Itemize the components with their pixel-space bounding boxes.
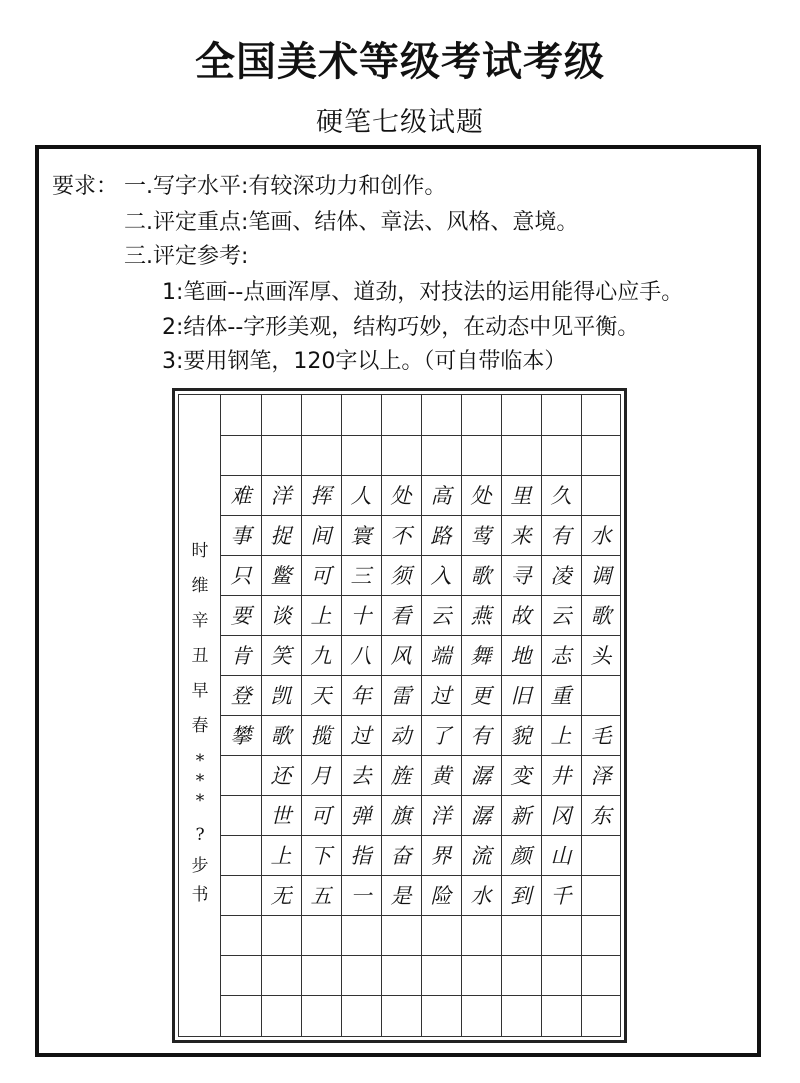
- grid-char: 路: [430, 524, 452, 548]
- requirement-line-2: 二.评定重点:笔画、结体、章法、风格、意境。: [124, 210, 579, 235]
- grid-char: 险: [430, 884, 452, 908]
- grid-char: 上: [270, 844, 292, 868]
- grid-char: 颜: [510, 844, 532, 868]
- requirement-line-1: 一.写字水平:有较深功力和创作。: [124, 174, 447, 199]
- grid-char: 了: [430, 724, 452, 748]
- grid-char: 井: [550, 764, 572, 788]
- grid-char: 洋: [430, 804, 452, 828]
- grid-char: 东: [590, 804, 612, 828]
- grid-char: 弹: [350, 804, 372, 828]
- grid-char: 潺: [470, 764, 492, 788]
- grid-char: 云: [430, 604, 452, 628]
- signature-column: [179, 395, 221, 1036]
- grid-char: 洋: [270, 484, 292, 508]
- grid-char: 事: [230, 524, 252, 548]
- grid-char: 冈: [550, 804, 572, 828]
- grid-char: 是: [390, 884, 412, 908]
- grid-char: 千: [550, 884, 572, 908]
- criterion-2: 2:结体--字形美观，结构巧妙，在动态中见平衡。: [162, 315, 640, 340]
- grid-char: 寻: [510, 564, 532, 588]
- grid-char: 处: [470, 484, 492, 508]
- grid-char: 难: [230, 484, 252, 508]
- signature-char: 丑: [191, 646, 209, 666]
- grid-char: 月: [310, 764, 332, 788]
- grid-char: 凯: [270, 684, 292, 708]
- signature-char: 早: [191, 681, 209, 701]
- grid-char: 有: [470, 724, 492, 748]
- grid-char: 奋: [390, 844, 412, 868]
- grid-line: [221, 435, 621, 436]
- grid-char: 云: [550, 604, 572, 628]
- grid-char: 鳖: [270, 564, 292, 588]
- signature-char: 维: [191, 576, 209, 596]
- grid-char: 挥: [310, 484, 332, 508]
- requirements-intro: 要求：: [52, 174, 119, 199]
- grid-char: 水: [590, 524, 612, 548]
- grid-char: 间: [310, 524, 332, 548]
- grid-char: 只: [230, 564, 252, 588]
- grid-char: 须: [390, 564, 412, 588]
- grid-char: 入: [430, 564, 452, 588]
- grid-char: 舞: [470, 644, 492, 668]
- grid-char: 来: [510, 524, 532, 548]
- grid-char: 指: [350, 844, 372, 868]
- exam-title: 全国美术等级考试考级: [195, 39, 605, 85]
- grid-char: 山: [550, 844, 572, 868]
- practice-sheet: [172, 388, 627, 1043]
- signature-char: *: [195, 771, 205, 791]
- grid-char: 潺: [470, 804, 492, 828]
- grid-char: 界: [430, 844, 452, 868]
- grid-char: 流: [470, 844, 492, 868]
- grid-char: 不: [390, 524, 412, 548]
- grid-char: 歌: [590, 604, 612, 628]
- grid-char: 可: [310, 564, 332, 588]
- grid-char: 还: [270, 764, 292, 788]
- criterion-3: 3:要用钢笔，120字以上。（可自带临本）: [162, 349, 567, 374]
- grid-char: 端: [430, 644, 452, 668]
- grid-char: 雷: [390, 684, 412, 708]
- grid-char: 黄: [430, 764, 452, 788]
- grid-char: 重: [550, 684, 572, 708]
- grid-char: 水: [470, 884, 492, 908]
- grid-char: 貌: [510, 724, 532, 748]
- grid-char: 五: [310, 884, 332, 908]
- grid-char: 世: [270, 804, 292, 828]
- grid-char: 可: [310, 804, 332, 828]
- grid-line: [221, 915, 621, 916]
- grid-char: 高: [430, 484, 452, 508]
- grid-char: 莺: [470, 524, 492, 548]
- grid-char: 三: [350, 564, 372, 588]
- grid-char: 处: [390, 484, 412, 508]
- signature-char: 辛: [191, 611, 209, 631]
- grid-char: 肯: [230, 644, 252, 668]
- grid-char: 下: [310, 844, 332, 868]
- grid-char: 头: [590, 644, 612, 668]
- grid-char: 上: [310, 604, 332, 628]
- writing-grid: [221, 395, 621, 1036]
- grid-char: 到: [510, 884, 532, 908]
- signature-char: 步: [191, 856, 209, 876]
- grid-char: 风: [390, 644, 412, 668]
- grid-char: 人: [350, 484, 372, 508]
- grid-char: 揽: [310, 724, 332, 748]
- grid-char: 调: [590, 564, 612, 588]
- grid-char: 天: [310, 684, 332, 708]
- grid-char: 凌: [550, 564, 572, 588]
- signature-char: 时: [191, 541, 209, 561]
- grid-char: 九: [310, 644, 332, 668]
- signature-char: 书: [191, 885, 209, 905]
- grid-char: 一: [350, 884, 372, 908]
- grid-char: 无: [270, 884, 292, 908]
- grid-char: 八: [350, 644, 372, 668]
- grid-char: 志: [550, 644, 572, 668]
- grid-char: 久: [550, 484, 572, 508]
- grid-char: 有: [550, 524, 572, 548]
- grid-char: 里: [510, 484, 532, 508]
- grid-char: 十: [350, 604, 372, 628]
- grid-char: 笑: [270, 644, 292, 668]
- grid-char: 攀: [230, 724, 252, 748]
- grid-char: 去: [350, 764, 372, 788]
- signature-char: *: [195, 791, 205, 811]
- grid-char: 过: [430, 684, 452, 708]
- grid-char: 歌: [270, 724, 292, 748]
- grid-char: 燕: [470, 604, 492, 628]
- grid-char: 寰: [350, 524, 372, 548]
- grid-char: 捉: [270, 524, 292, 548]
- grid-char: 旗: [390, 804, 412, 828]
- requirement-line-3: 三.评定参考:: [124, 244, 249, 269]
- grid-char: 年: [350, 684, 372, 708]
- grid-char: 谈: [270, 604, 292, 628]
- grid-char: 旧: [510, 684, 532, 708]
- signature-char: *: [195, 751, 205, 771]
- practice-sheet-inner: [178, 394, 621, 1037]
- grid-char: 过: [350, 724, 372, 748]
- grid-char: 故: [510, 604, 532, 628]
- grid-char: 毛: [590, 724, 612, 748]
- grid-char: 歌: [470, 564, 492, 588]
- signature-char: ?: [195, 825, 205, 845]
- grid-char: 泽: [590, 764, 612, 788]
- grid-char: 新: [510, 804, 532, 828]
- grid-line: [221, 995, 621, 996]
- criterion-1: 1:笔画--点画浑厚、道劲，对技法的运用能得心应手。: [162, 280, 684, 305]
- grid-char: 变: [510, 764, 532, 788]
- grid-char: 看: [390, 604, 412, 628]
- grid-char: 上: [550, 724, 572, 748]
- grid-char: 要: [230, 604, 252, 628]
- grid-line: [221, 955, 621, 956]
- exam-subtitle: 硬笔七级试题: [316, 107, 484, 138]
- grid-char: 旌: [390, 764, 412, 788]
- grid-char: 地: [510, 644, 532, 668]
- grid-char: 登: [230, 684, 252, 708]
- grid-char: 动: [390, 724, 412, 748]
- signature-char: 春: [191, 716, 209, 736]
- grid-char: 更: [470, 684, 492, 708]
